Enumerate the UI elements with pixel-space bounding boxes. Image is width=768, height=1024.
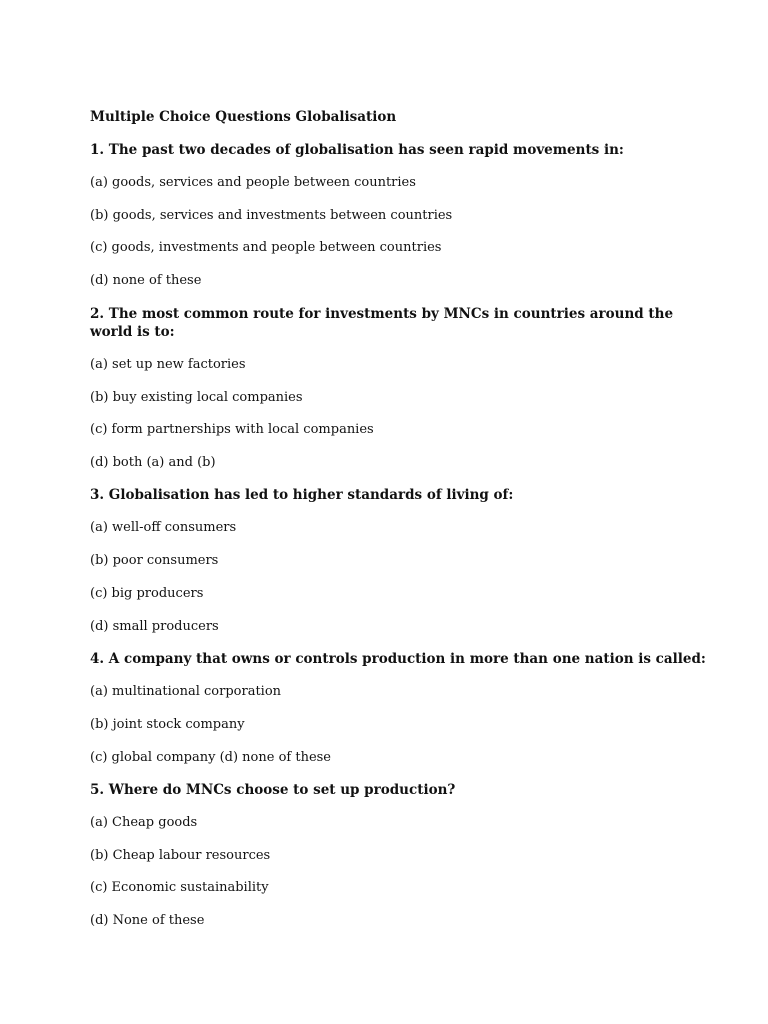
question-4-text: 4. A company that owns or controls production in more than one nation is called: <box>90 651 706 667</box>
question-2-option-c: (c) form partnerships with local companies <box>90 422 374 437</box>
question-5-option-c: (c) Economic sustainability <box>90 880 269 895</box>
question-4-option-a: (a) multinational corporation <box>90 684 282 699</box>
document-title: Multiple Choice Questions Globalisation <box>90 109 397 125</box>
question-4-option-c: (c) global company (d) none of these <box>90 750 332 765</box>
question-1-option-d: (d) none of these <box>90 273 202 288</box>
question-5-option-d: (d) None of these <box>90 913 205 928</box>
question-5-option-b: (b) Cheap labour resources <box>90 848 271 863</box>
question-1-option-a: (a) goods, services and people between countries <box>90 175 416 190</box>
question-2-option-a: (a) set up new factories <box>90 357 246 372</box>
question-3-option-d: (d) small producers <box>90 619 219 634</box>
question-2-option-d: (d) both (a) and (b) <box>90 455 216 470</box>
question-1-option-b: (b) goods, services and investments between countries <box>90 208 453 223</box>
question-3-option-a: (a) well-off consumers <box>90 520 237 535</box>
question-3-option-c: (c) big producers <box>90 586 204 601</box>
question-3-option-b: (b) poor consumers <box>90 553 219 568</box>
question-1-text: 1. The past two decades of globalisation has seen rapid movements in: <box>90 142 624 158</box>
question-3-text: 3. Globalisation has led to higher standards of living of: <box>90 487 514 503</box>
question-2-option-b: (b) buy existing local companies <box>90 390 303 405</box>
question-2-text: 2. The most common route for investments by MNCs in countries around the world is to: <box>90 306 674 340</box>
question-5-text: 5. Where do MNCs choose to set up production? <box>90 782 456 798</box>
question-4-option-b: (b) joint stock company <box>90 717 245 732</box>
question-1-option-c: (c) goods, investments and people between countries <box>90 240 442 255</box>
question-5-option-a: (a) Cheap goods <box>90 815 198 830</box>
